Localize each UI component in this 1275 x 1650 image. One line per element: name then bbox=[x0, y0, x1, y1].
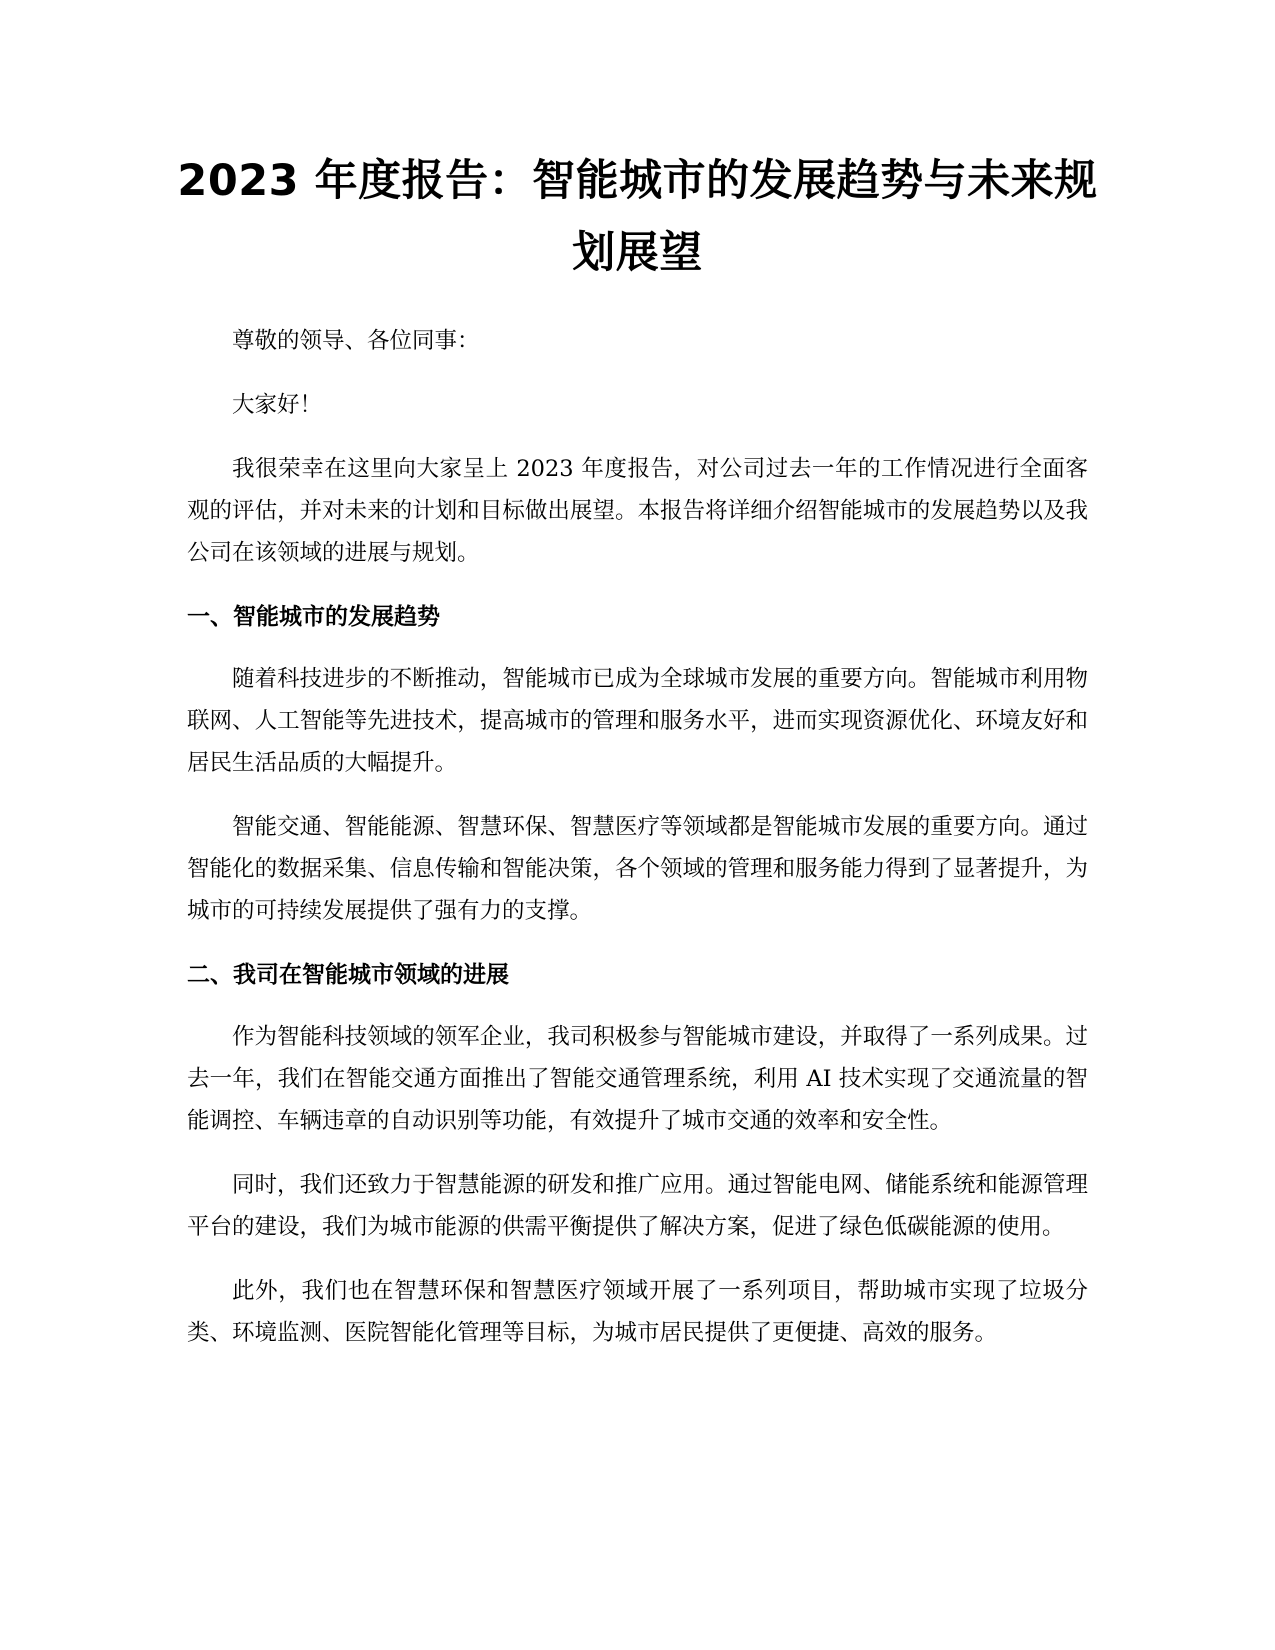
greeting: 大家好！ bbox=[232, 392, 323, 418]
paragraph: 此外，我们也在智慧环保和智慧医疗领域开展了一系列项目，帮助城市实现了垃圾分类、环境监测、医院智能化管理等目标，为城市居民提供了更便捷、高效的服务。 bbox=[187, 1278, 1088, 1346]
paragraph: 作为智能科技领域的领军企业，我司积极参与智能城市建设，并取得了一系列成果。过去一年，我们在智能交通方面推出了智能交通管理系统，利用 AI 技术实现了交通流量的智能调控、车辆违章的自动识别等功能，有效提升了城市交通的效率和安全性。 bbox=[187, 1024, 1088, 1134]
salutation: 尊敬的领导、各位同事： bbox=[232, 328, 480, 354]
document-title: 2023 年度报告：智能城市的发展趋势与未来规划展望 bbox=[177, 156, 1098, 278]
document-body bbox=[187, 320, 1088, 1376]
section-heading-trends: 一、智能城市的发展趋势 bbox=[187, 604, 440, 630]
paragraph: 智能交通、智能能源、智慧环保、智慧医疗等领域都是智能城市发展的重要方向。通过智能化的数据采集、信息传输和智能决策，各个领域的管理和服务能力得到了显著提升，为城市的可持续发展提供了强有力的支撑。 bbox=[187, 814, 1088, 924]
paragraph: 随着科技进步的不断推动，智能城市已成为全球城市发展的重要方向。智能城市利用物联网、人工智能等先进技术，提高城市的管理和服务水平，进而实现资源优化、环境友好和居民生活品质的大幅提升。 bbox=[187, 666, 1088, 776]
paragraph: 同时，我们还致力于智慧能源的研发和推广应用。通过智能电网、储能系统和能源管理平台的建设，我们为城市能源的供需平衡提供了解决方案，促进了绿色低碳能源的使用。 bbox=[187, 1172, 1088, 1240]
intro-paragraph: 我很荣幸在这里向大家呈上 2023 年度报告，对公司过去一年的工作情况进行全面客观的评估，并对未来的计划和目标做出展望。本报告将详细介绍智能城市的发展趋势以及我公司在该领域的进展与规划。 bbox=[187, 456, 1088, 566]
section-heading-progress: 二、我司在智能城市领域的进展 bbox=[187, 962, 509, 988]
